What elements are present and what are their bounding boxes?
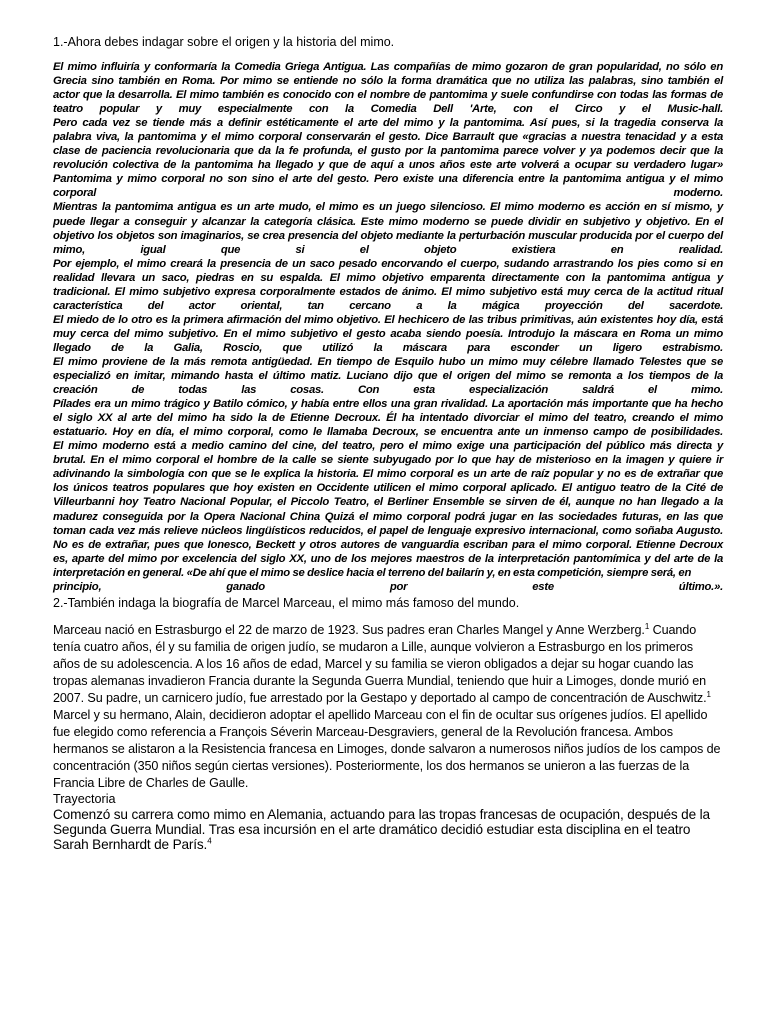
essay-line: El mimo influiría y conformaría la Comedia Griega Antigua. Las compañías de mimo gozaron de gran popularidad, no sólo en: [53, 61, 723, 73]
question-2: 2.-También indaga la biografía de Marcel Marceau, el mimo más famoso del mundo.: [53, 595, 520, 610]
essay-line: los únicos teatros populares que hoy existen en Occidente utilicen el mimo corporal aplicado. El antiguo teatro de la Cité de: [53, 482, 723, 495]
footnote-ref[interactable]: 1: [706, 689, 711, 699]
essay-line: objetivo los objetos son imaginarios, se crea presencia del objeto mediante la perturbación muscular producida por el cuerpo del: [53, 229, 723, 242]
essay-line: Villeurbanni hoy Teatro Nacional Popular, el Piccolo Teatro, el Berliner Ensemble se sirven de él, aunque no han llegado a la: [53, 496, 723, 509]
document-page: [53, 34, 723, 852]
essay-line: Pero cada vez se tiende más a definir estéticamente el arte del mimo y la pantomima. Así pues, si la tragedia conserva la: [53, 117, 723, 130]
essay-line: El mimo proviene de la más remota antigüedad. En tiempo de Esquilo hubo un mimo muy célebre llamado Telestes que se: [53, 355, 723, 368]
career-paragraph: [53, 807, 723, 852]
essay-line: Por ejemplo, el mimo creará la presencia de un saco pesado encorvando el cuerpo, sudando arrastrando los pies como si en: [53, 257, 723, 270]
essay-line: clase de paciencia revolucionaria que da la fe profunda, el gusto por la pantomima parece volver y ya podemos decir que la: [53, 145, 723, 158]
essay-line: principio, ganado por este último.».: [53, 580, 723, 593]
biography-text: Marceau nació en Estrasburgo el 22 de marzo de 1923. Sus padres eran Charles Mangel y Anne Werzberg.: [53, 622, 645, 637]
footnote-ref[interactable]: 1: [644, 621, 650, 631]
essay-line: corporal moderno.: [53, 187, 723, 200]
essay-line: El miedo de lo otro es la primera afirmación del mimo objetivo. El hechicero de las tribus primitivas, aún existentes hoy día, está: [53, 313, 723, 326]
essay-line: creación de todas las cosas. Con esta especialización saldrá el mimo.: [53, 384, 723, 397]
essay-line: El mimo moderno está a medio camino del cine, del teatro, pero el mimo exige una participación del público más directa y: [53, 440, 723, 453]
essay-line: Mientras la pantomima antigua es un arte mudo, el mimo es un juego silencioso. El mimo moderno es acción en sí mismo, y: [53, 201, 723, 214]
essay-line: estatuario. Hoy en día, el mimo corporal, como le llamaba Decroux, se encuentra ante un inmenso campo de posibilidades.: [53, 426, 723, 439]
essay-line: mimo, igual que si el objeto existiera en realidad.: [53, 243, 723, 256]
essay-line: teatro popular y muy especialmente con la Comedia Dell 'Arte, con el Circo y el Music-hall.: [53, 103, 723, 116]
essay-line: Grecia sino también en Roma. Por mimo se entiende no sólo la forma dramática que no utiliza las palabras, sino también el: [53, 75, 723, 88]
footnote-ref[interactable]: 4: [207, 836, 212, 846]
question-1: 1.-Ahora debes indagar sobre el origen y la historia del mimo.: [53, 35, 395, 49]
section-subheading: Trayectoria: [53, 791, 116, 806]
essay-line: especializó en imitar, mimando hasta el último matiz. Luciano dijo que el origen del mimo se remonta a los tiempos de la: [53, 370, 723, 383]
essay-line: adivinando la simbología con que se le explica la historia. El mimo corporal es un arte de raíz popular y no es de extrañar que: [53, 468, 723, 481]
marceau-biography: [53, 622, 723, 792]
essay-line: tradicional. El mimo subjetivo expresa corporalmente estados de ánimo. El mimo subjetivo está muy cerca de la actitud ritual: [53, 285, 723, 298]
biography-text: Cuando tenía cuatro años, él y su familia de origen judío, se mudaron a Lille, aunque volvieron a Estrasburgo en los primeros años de su adolescencia. A los 16 años de edad, Marcel y su familia se vieron obligados a dejar su hogar cuando las tropas alemanas invadieron Francia durante la Segunda Guerra Mundial, teniendo que huir a Limoges, donde murió en 2007. Su padre, un carnicero judío, fue arrestado por la Gestapo y deportado al campo de concentración de Auschwitz.: [53, 622, 707, 705]
mime-history-essay: [53, 60, 723, 594]
essay-line: palabra viva, la pantomima y el mimo corporal conservarán el gesto. Dice Barrault que «gracias a nuestra tenacidad y a esta: [53, 131, 723, 144]
essay-line: el siglo XX al arte del mimo ha sido la de Etienne Decroux. Él ha intentado divorciar el mimo del teatro, creando el mimo: [53, 412, 723, 425]
essay-line: característica del actor oriental, tan cercano a la mágica proyección del sacerdote.: [53, 299, 723, 312]
biography-paragraph: Marcel y su hermano, Alain, decidieron adoptar el apellido Marceau con el fin de ocultar sus orígenes judíos. El apellido fue elegido como referencia a François Séverin Marceau-Desgraviers, general de la Revolución francesa. Ambos hermanos se alistaron a la Resistencia francesa en Limoges, donde salvaron a numerosos niños judíos de los campos de concentración (350 niños según ciertas versiones). Posteriormente, los dos hermanos se unieron a las fuerzas de la Francia Libre de Charles de Gaulle.: [53, 707, 721, 790]
essay-line: revolución colectiva de la pantomima ha llegado y que de aquí a unos años este arte volverá a ocupar su verdadero lugar»: [53, 159, 723, 172]
essay-line: Pantomima y mimo corporal no son sino el arte del gesto. Pero existe una diferencia entre la pantomima antigua y el mimo: [53, 173, 723, 186]
essay-line: es, aparte del mimo por excelencia del siglo XX, uno de los mejores maestros de la interpretación pantomímica y del arte de la: [53, 552, 723, 565]
essay-line: llegado de la Galia, Roscio, que utilizó la máscara para esconder un ligero estrabismo.: [53, 341, 723, 354]
essay-line: interpretación en general. «De ahí que el mimo se deslice hacia el terreno del bailarín y, en esta competición, siempre será, en: [53, 566, 692, 579]
essay-line: puede llegar a conseguir y alcanzar la categoría clásica. Este mimo moderno se puede dividir en subjetivo y objetivo. En el: [53, 215, 723, 228]
essay-line: muy cerca del mimo subjetivo. En el mimo subjetivo el gesto acaba siendo poesía. Introdujo la máscara en Roma un mimo: [53, 327, 723, 340]
essay-line: actor que la desarrolla. El mimo también es conocido con el nombre de pantomima y suele confundirse con todas las formas de: [53, 89, 723, 102]
biography-paragraph: [53, 622, 723, 707]
essay-line: Pílades era un mimo trágico y Batilo cómico, y había entre ellos una gran rivalidad. La aportación más importante que ha hecho: [53, 398, 723, 411]
essay-line: realidad llevara un saco, piedras en su espalda. El mimo objetivo emparenta directamente con la pantomima antigua y: [53, 271, 723, 284]
essay-line: No es de extrañar, pues que Ionesco, Beckett y otros autores de vanguardia escriban para el mimo corporal. Etienne Decroux: [53, 538, 723, 551]
essay-line: brutal. En el mimo corporal el hombre de la calle se siente subyugado por lo que hay de misterioso en la imagen y quiere ir: [53, 454, 723, 467]
career-text: Comenzó su carrera como mimo en Alemania, actuando para las tropas francesas de ocupación, después de la Segunda Guerra Mundial. Tras esa incursión en el arte dramático decidió estudiar esta disciplina en el teatro Sarah Bernhardt de París.: [53, 806, 710, 852]
essay-line: madurez conseguida por la Opera Nacional China Quizá el mimo corporal podrá jugar en las sociedades futuras, en las que: [53, 510, 723, 523]
essay-line: toman cada vez más relieve núcleos lingüísticos reducidos, el papel de lenguaje expresivo internacional, como soñaba Augusto.: [53, 524, 723, 537]
